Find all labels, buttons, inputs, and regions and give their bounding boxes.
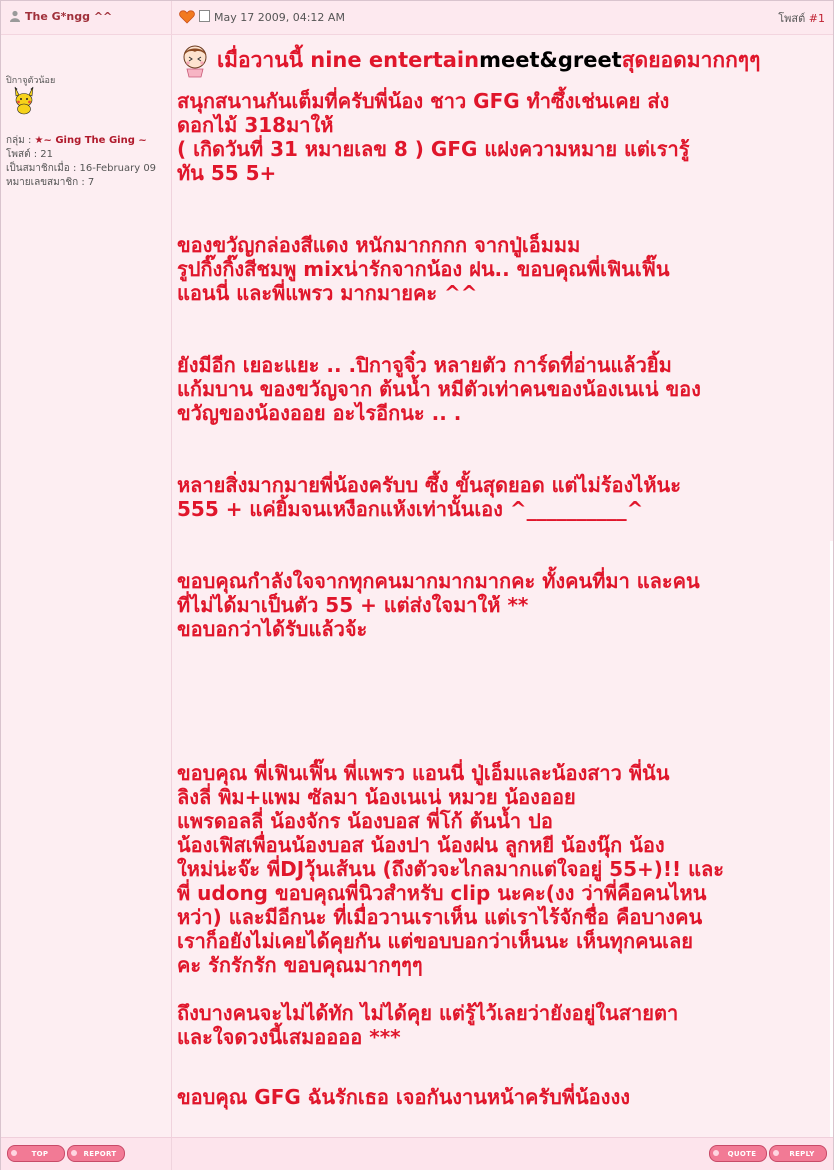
user-joined-date: เป็นสมาชิกเมื่อ : 16-February 09 (6, 163, 157, 174)
message-title (177, 43, 829, 77)
user-member-number: หมายเลขสมาชิก : 7 (6, 177, 95, 188)
post-header (1, 1, 833, 35)
quote-button[interactable] (709, 1145, 767, 1162)
post-number-link[interactable] (778, 9, 825, 27)
user-info-panel (1, 35, 172, 1137)
user-group (6, 133, 147, 148)
heart-icon (179, 10, 195, 24)
report-button-label: REPORT (83, 1149, 117, 1158)
message-paragraph: ขอบคุณ GFG ฉันรักเธอ เจอกันงานหน้าครับพี่น้องงง (177, 1085, 630, 1109)
title-part-1: เมื่อวานนี้ nine entertain (217, 48, 480, 72)
title-part-3: สุดยอดมากกๆๆ (621, 48, 761, 72)
message-paragraph: หลายสิ่งมากมายพี่น้องครับบ ซึ้ง ขั้นสุดยอด แต่ไม่ร้องไห้นะ 555 + แค่ยิ้มจนเหงือกแห้งเท่านั้นเอง ^__________^ (177, 473, 681, 521)
post-meta (179, 10, 345, 24)
user-title: ปิกาจูตัวน้อย (6, 76, 56, 86)
report-button[interactable] (67, 1145, 125, 1162)
message-paragraph: ขอบคุณกำลังใจจากทุกคนมากมากมากคะ ทั้งคนที่มา และคน ที่ไม่ได้มาเป็นตัว 55 + แต่ส่งใจมาให้ ** ขอบอกว่าได้รับแล้วจ้ะ (177, 569, 700, 641)
post-message (177, 43, 829, 1109)
author-name-text: The G*ngg ^^ (25, 10, 113, 23)
top-button-label: TOP (31, 1149, 49, 1158)
girl-emoticon (177, 42, 213, 78)
post-footer (1, 1137, 833, 1170)
author-cell (1, 1, 172, 34)
document-icon (199, 10, 210, 22)
author-name[interactable] (9, 10, 112, 23)
quote-button-label: QUOTE (727, 1149, 757, 1158)
top-button[interactable] (7, 1145, 65, 1162)
right-edge (830, 541, 833, 1137)
message-paragraph: ขอบคุณ พี่เฟินเฟิ๊น พี่แพรว แอนนี่ ปู่เอ็มและน้องสาว พี่นัน ลิงลี่ พิม+แพม ซัลมา น้องเนเน่ หมวย น้องออย แพรดอลลี่ น้องจักร น้องบอส พี่โก้ ต้นน้ำ ปอ น้องเฟิสเพื่อนน้องบอส น้องปา น้องฝน ลูกหยี น้องนุ๊ก น้อง ใหม่น่ะจ๊ะ พี่DJวุ้นเส้นน (ถึงตัวจะไกลมากแต่ใจอยู่ 55+)!! และ พี่ udong ขอบคุณพี่นิวสำหรับ clip นะคะ(งง ว่าพี่คือคนไหน หว่า) และมีอีกนะ ที่เมื่อวานเราเห็น แต่เราไร้จักชื่อ คือบางคน เราก็อยังไม่เคยได้คุยกัน แต่ขอบบอกว่าเห็นนะ เห็นทุกคนเลย คะ รักรักรัก ขอบคุณมากๆๆๆ (177, 761, 724, 977)
title-part-2: meet&greet (479, 48, 622, 72)
group-value: ~ Ging The Ging ~ (43, 135, 147, 146)
reply-button-label: REPLY (789, 1149, 815, 1158)
post-number: #1 (808, 12, 825, 25)
pikachu-avatar (11, 85, 37, 115)
message-paragraph: ยังมีอีก เยอะแยะ .. .ปิกาจูจิ๋ว หลายตัว การ์ดที่อ่านแล้วยิ้ม แก้มบาน ของขวัญจาก ต้นน้ำ หมีตัวเท่าคนของน้องเนเน่ ของ ขวัญของน้องออย อะไรอีกนะ .. . (177, 353, 701, 425)
group-label: กลุ่ม : (6, 135, 32, 146)
reply-button[interactable] (769, 1145, 827, 1162)
message-paragraph: ของขวัญกล่องสีแดง หนักมากกกก จากปู่เอ็มมม รูปกิ๊งกิ๊งสีชมพู mixน่ารักจากน้อง ฝน.. ขอบคุณพี่เฟินเฟิ๊น แอนนี่ และพี่แพรว มากมายคะ ^^ (177, 233, 670, 305)
post-label: โพสต์ (778, 12, 806, 25)
post-date: May 17 2009, 04:12 AM (214, 11, 345, 24)
message-paragraph: ถึงบางคนจะไม่ได้ทัก ไม่ได้คุย แต่รู้ไว้เลยว่ายังอยู่ในสายตา และใจดวงนี้เสมออออ *** (177, 1001, 679, 1049)
star-icon: ★ (34, 135, 44, 146)
message-paragraph: สนุกสนานกันเต็มที่ครับพี่น้อง ชาว GFG ทำซึ้งเช่นเคย ส่ง ดอกไม้ 318มาให้ ( เกิดวันที่ 31 หมายเลข 8 ) GFG แฝงความหมาย แต่เรารู้ ทัน 55 5+ (177, 89, 690, 185)
user-post-count: โพสต์ : 21 (6, 149, 54, 160)
user-icon (9, 10, 21, 22)
